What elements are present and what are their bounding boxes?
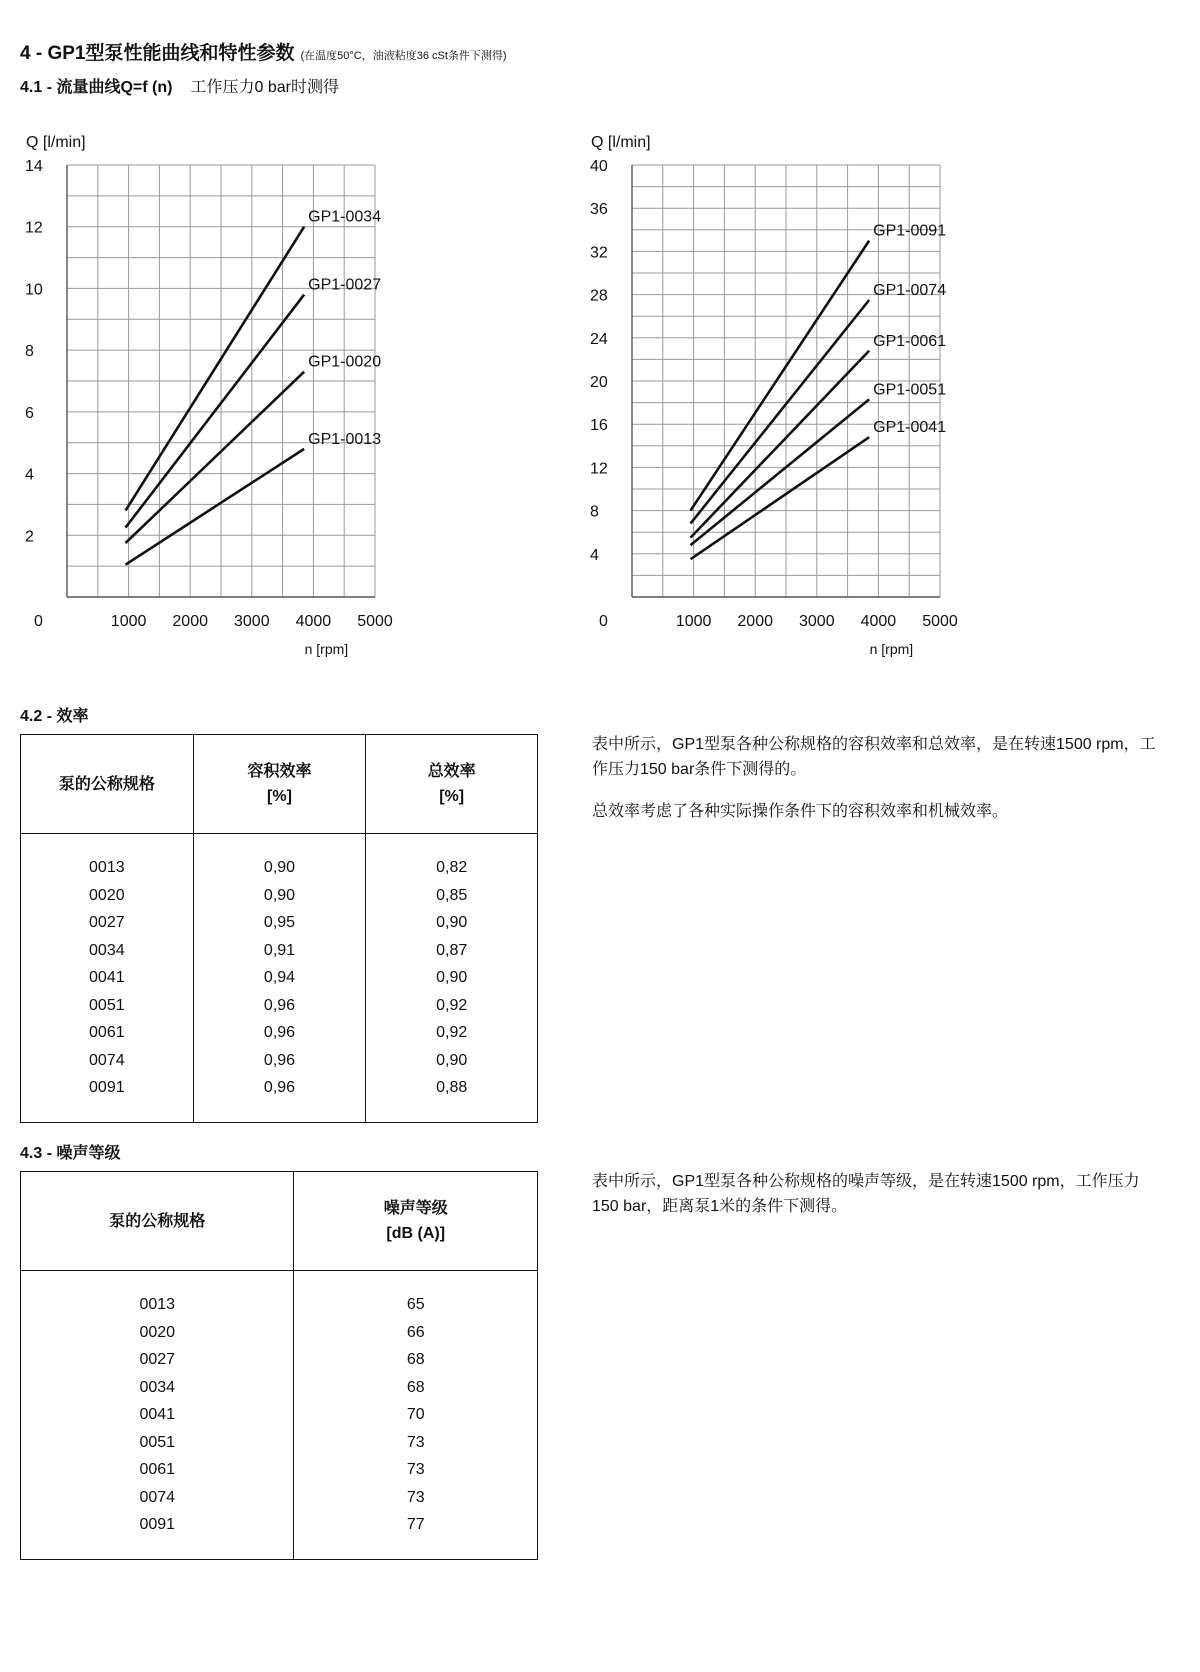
series-line bbox=[691, 300, 870, 524]
noise-row bbox=[21, 1429, 538, 1457]
efficiency-row bbox=[21, 882, 538, 910]
efficiency-cell: 0,92 bbox=[366, 1019, 538, 1047]
efficiency-cell: 0,96 bbox=[193, 992, 366, 1020]
x-tick-label: 0 bbox=[599, 613, 608, 630]
noise-row bbox=[21, 1401, 538, 1429]
efficiency-row bbox=[21, 909, 538, 937]
efficiency-cell: 0,92 bbox=[366, 992, 538, 1020]
noise-cell: 0074 bbox=[21, 1484, 294, 1512]
noise-cell: 73 bbox=[294, 1456, 538, 1484]
y-tick-label: 32 bbox=[590, 244, 608, 262]
x-axis-label: n [rpm] bbox=[869, 641, 914, 657]
series-label: GP1-0051 bbox=[873, 381, 947, 399]
efficiency-row bbox=[21, 992, 538, 1020]
efficiency-row bbox=[21, 937, 538, 965]
y-axis-label: Q [l/min] bbox=[26, 134, 86, 151]
noise-cell: 77 bbox=[294, 1511, 538, 1539]
efficiency-note: 总效率考虑了各种实际操作条件下的容积效率和机械效率。 bbox=[592, 803, 1009, 820]
noise-cell: 0020 bbox=[21, 1319, 294, 1347]
noise-table-body bbox=[21, 1271, 538, 1560]
efficiency-cell: 0,96 bbox=[193, 1019, 366, 1047]
x-tick-label: 1000 bbox=[675, 613, 712, 630]
y-tick-label: 2 bbox=[25, 528, 34, 546]
page-heading bbox=[20, 38, 507, 65]
efficiency-row bbox=[21, 854, 538, 882]
efficiency-cell: 0,82 bbox=[366, 854, 538, 882]
series-line bbox=[691, 351, 870, 538]
efficiency-cell: 0,90 bbox=[366, 1047, 538, 1075]
x-tick-label: 5000 bbox=[357, 613, 393, 630]
x-tick-label: 0 bbox=[34, 613, 43, 630]
efficiency-table bbox=[20, 734, 538, 1123]
series-line bbox=[691, 437, 870, 559]
efficiency-description: 表中所示，GP1型泵各种公称规格的容积效率和总效率，是在转速1500 rpm，工作压力150 bar条件下测得的。 bbox=[592, 736, 1156, 778]
y-tick-label: 28 bbox=[590, 287, 608, 305]
noise-cell: 66 bbox=[294, 1319, 538, 1347]
y-tick-label: 36 bbox=[590, 201, 608, 219]
noise-description: 表中所示，GP1型泵各种公称规格的噪声等级，是在转速1500 rpm，工作压力150 bar，距离泵1米的条件下测得。 bbox=[592, 1173, 1140, 1215]
efficiency-cell: 0034 bbox=[21, 937, 194, 965]
page-title: 4 - GP1型泵性能曲线和特性参数 bbox=[20, 43, 295, 64]
series-label: GP1-0034 bbox=[308, 208, 382, 226]
efficiency-cell: 0041 bbox=[21, 964, 194, 992]
y-tick-label: 12 bbox=[25, 219, 43, 237]
series-label: GP1-0074 bbox=[873, 282, 947, 299]
series-line bbox=[691, 241, 870, 511]
x-tick-label: 4000 bbox=[860, 613, 897, 630]
noise-cell: 0051 bbox=[21, 1429, 294, 1457]
efficiency-cell: 0091 bbox=[21, 1074, 194, 1102]
efficiency-cell: 0,96 bbox=[193, 1074, 366, 1102]
page-title-note: (在温度50°C，油液粘度36 cSt条件下测得) bbox=[300, 50, 507, 62]
efficiency-cell: 0074 bbox=[21, 1047, 194, 1075]
efficiency-header-size: 泵的公称规格 bbox=[21, 735, 194, 834]
section-flow-heading bbox=[20, 74, 339, 97]
flow-chart-small-sizes bbox=[0, 118, 580, 668]
efficiency-row bbox=[21, 1047, 538, 1075]
series-line bbox=[126, 295, 305, 528]
x-tick-label: 3000 bbox=[234, 613, 270, 630]
noise-cell: 68 bbox=[294, 1346, 538, 1374]
noise-header-level: 噪声等级 [dB (A)] bbox=[294, 1172, 538, 1271]
noise-row bbox=[21, 1511, 538, 1539]
noise-table bbox=[20, 1171, 538, 1560]
noise-row bbox=[21, 1319, 538, 1347]
noise-cell: 73 bbox=[294, 1484, 538, 1512]
efficiency-row bbox=[21, 964, 538, 992]
series-label: GP1-0013 bbox=[308, 430, 382, 448]
y-tick-label: 24 bbox=[590, 330, 608, 348]
efficiency-cell: 0,94 bbox=[193, 964, 366, 992]
noise-row bbox=[21, 1346, 538, 1374]
efficiency-cell: 0,85 bbox=[366, 882, 538, 910]
noise-row bbox=[21, 1456, 538, 1484]
noise-row bbox=[21, 1484, 538, 1512]
section-flow-subtitle: 工作压力0 bar时测得 bbox=[190, 79, 339, 96]
noise-cell: 0013 bbox=[21, 1291, 294, 1319]
noise-cell: 70 bbox=[294, 1401, 538, 1429]
efficiency-cell: 0027 bbox=[21, 909, 194, 937]
efficiency-cell: 0,90 bbox=[366, 909, 538, 937]
series-label: GP1-0027 bbox=[308, 276, 382, 294]
noise-cell: 0034 bbox=[21, 1374, 294, 1402]
section-efficiency-title: 4.2 - 效率 bbox=[20, 708, 89, 725]
series-label: GP1-0061 bbox=[873, 332, 947, 350]
noise-cell: 0061 bbox=[21, 1456, 294, 1484]
efficiency-cell: 0,90 bbox=[366, 964, 538, 992]
noise-cell: 65 bbox=[294, 1291, 538, 1319]
x-tick-label: 3000 bbox=[799, 613, 835, 630]
y-tick-label: 6 bbox=[25, 404, 34, 422]
efficiency-cell: 0,96 bbox=[193, 1047, 366, 1075]
efficiency-row bbox=[21, 1074, 538, 1102]
noise-cell: 0041 bbox=[21, 1401, 294, 1429]
y-axis-label: Q [l/min] bbox=[591, 134, 651, 151]
series-label: GP1-0091 bbox=[873, 222, 947, 240]
y-tick-label: 20 bbox=[590, 374, 608, 391]
noise-cell: 0091 bbox=[21, 1511, 294, 1539]
x-tick-label: 2000 bbox=[172, 613, 208, 630]
efficiency-cell: 0061 bbox=[21, 1019, 194, 1047]
y-tick-label: 12 bbox=[590, 460, 608, 478]
efficiency-cell: 0,90 bbox=[193, 882, 366, 910]
x-axis-label: n [rpm] bbox=[304, 641, 349, 657]
x-tick-label: 2000 bbox=[737, 613, 773, 630]
y-tick-label: 8 bbox=[590, 503, 599, 521]
y-tick-label: 16 bbox=[590, 417, 608, 435]
x-tick-label: 5000 bbox=[922, 613, 958, 630]
noise-row bbox=[21, 1291, 538, 1319]
efficiency-cell: 0,88 bbox=[366, 1074, 538, 1102]
y-tick-label: 4 bbox=[25, 466, 34, 484]
efficiency-cell: 0013 bbox=[21, 854, 194, 882]
noise-cell: 73 bbox=[294, 1429, 538, 1457]
efficiency-header-total: 总效率 [%] bbox=[366, 735, 538, 834]
y-tick-label: 14 bbox=[25, 158, 43, 175]
noise-cell: 0027 bbox=[21, 1346, 294, 1374]
flow-chart-large-sizes bbox=[580, 118, 1180, 668]
efficiency-cell: 0,87 bbox=[366, 937, 538, 965]
noise-cell: 68 bbox=[294, 1374, 538, 1402]
series-line bbox=[126, 227, 305, 511]
y-tick-label: 8 bbox=[25, 343, 34, 361]
section-noise-title: 4.3 - 噪声等级 bbox=[20, 1145, 121, 1162]
series-label: GP1-0041 bbox=[873, 419, 947, 437]
section-flow-title: 4.1 - 流量曲线Q=f (n) bbox=[20, 79, 173, 96]
y-tick-label: 10 bbox=[25, 281, 43, 299]
efficiency-cell: 0,95 bbox=[193, 909, 366, 937]
efficiency-row bbox=[21, 1019, 538, 1047]
efficiency-cell: 0051 bbox=[21, 992, 194, 1020]
efficiency-table-body bbox=[21, 834, 538, 1123]
x-tick-label: 1000 bbox=[110, 613, 147, 630]
y-tick-label: 4 bbox=[590, 546, 599, 564]
efficiency-cell: 0020 bbox=[21, 882, 194, 910]
series-label: GP1-0020 bbox=[308, 353, 382, 371]
noise-row bbox=[21, 1374, 538, 1402]
series-line bbox=[126, 372, 305, 543]
efficiency-cell: 0,91 bbox=[193, 937, 366, 965]
y-tick-label: 40 bbox=[590, 158, 608, 175]
efficiency-cell: 0,90 bbox=[193, 854, 366, 882]
efficiency-header-volumetric: 容积效率 [%] bbox=[193, 735, 366, 834]
noise-header-size: 泵的公称规格 bbox=[21, 1172, 294, 1271]
x-tick-label: 4000 bbox=[295, 613, 332, 630]
